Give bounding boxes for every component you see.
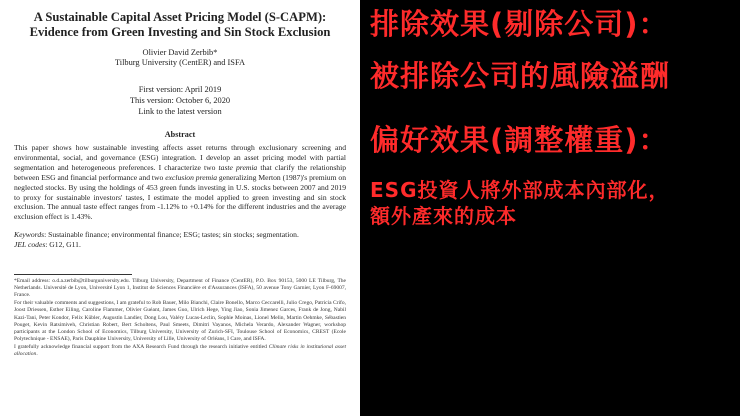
paper-title (14, 10, 346, 40)
this-version: This version: October 6, 2020 (129, 96, 231, 105)
footnote-thanks: For their valuable comments and suggestions, I am grateful to Rob Bauer, Milo Bianchi, Claire Bonello, Marco Ceccarelli, Julio Crego, Patricia Crifo, Joost Driessen, Esther Eiling, Caroline Flammer, Olivier Guéant, James Guo, Ulrich Hege, Ying Jiao, Sonia Jimenez Garces, Frank de Jong, Nabil Kazi-Tani, Peter Kondor, Felix Kübler, Augustin Landier, Dong Lou, Valéry Lucas-Leclin, Sophie Moinas, Lionel Melin, Martin Oehmke, Sébastien Pouget, Kevin Ratsimiveh, Christian Robert, Bert Scholtens, Paul Smeets, Dimitri Vayanos, Michela Verardo, Alexander Wagner, workshop participants at the London School of Economics, Tilburg University, University of Zurich-SFI, Toulouse School of Economics, CREST (Ecole Polytechnique - ENSAE), Paris Dauphine University, University of Lille, University of Orléans, I Care, and ISFA. (14, 300, 346, 343)
abstract-part2: that clarify the relationship between ESG and financial performance and two (14, 162, 346, 182)
keywords (14, 230, 346, 250)
footnotes (14, 278, 346, 358)
footnote-funding-title: Climate risks in institutional asset allocation (14, 343, 346, 358)
footnote-email: *Email address: o.d.a.zerbib@tilburguniversity.edu. Tilburg University, Department of Finance (CentER), P.O. Box 90153, 5000 LE Tilburg, The Netherlands. Université de Lyon, Université Lyon 1, Institut de Sciences Financière et d'Assurances (ISFA), 50 avenue Tony Garnier, Lyon F-69007, France. (14, 278, 346, 299)
caption-exclusion-effect: 排除效果(剔除公司)： (370, 7, 669, 41)
paper-title-line1: A Sustainable Capital Asset Pricing Model (S-CAPM): (33, 10, 327, 24)
abstract-emphasis2: exclusion premia (165, 172, 218, 182)
abstract-part3: generalizing Merton (1987)'s premium on neglected stocks. By using the holdings of 453 green funds investing in U.S. stocks between 2007 and 2019 to proxy for sustainable investors' tastes, I estimate the model applied to green investing and sin stock exclusion. The annual taste effect ranges from -1.12% to +0.14% for the different industries and the average exclusion effect is 1.43%. (14, 172, 347, 222)
first-version: First version: April 2019 (138, 85, 222, 94)
paper-title-line2: Evidence from Green Investing and Sin Stock Exclusion (29, 25, 331, 39)
footnote-funding-text: I gratefully acknowledge financial support from the AXA Research Fund through the research initiative entitled (14, 343, 269, 350)
keywords-label: Keywords (14, 230, 45, 240)
caption-exclusion-premium: 被排除公司的風險溢酬 (370, 59, 671, 93)
abstract-emphasis1: taste premia (218, 162, 258, 172)
abstract-text (14, 143, 346, 222)
caption-taste-effect: 偏好效果(調整權重)： (370, 123, 669, 157)
footnote-funding-end: . (36, 351, 38, 358)
keywords-text: : Sustainable finance; environmental finance; ESG; tastes; sin stocks; segmentation. (44, 230, 299, 240)
jel-text: : G12, G11. (45, 240, 81, 250)
caption-panel (360, 0, 740, 416)
latest-version-link[interactable]: Link to the latest version (138, 107, 222, 116)
paper-versions (14, 84, 346, 117)
footnote-divider (14, 274, 132, 275)
paper-page (0, 0, 360, 416)
caption-esg-investors: ESG投資人將外部成本內部化， (370, 178, 670, 202)
paper-affiliation: Tilburg University (CentER) and ISFA (114, 58, 246, 67)
caption-extra-cost: 額外產來的成本 (370, 204, 517, 228)
jel-label: JEL codes (14, 240, 46, 250)
abstract-heading: Abstract (164, 130, 196, 139)
footnote-funding (14, 344, 346, 358)
abstract-part1: This paper shows how sustainable investing affects asset returns through exclusionary screening and environmental, social, and governance (ESG) integration. I develop an asset pricing model with partial segmentation and heterogeneous preferences. I characterize two (14, 143, 346, 172)
paper-author: Olivier David Zerbib* (142, 48, 218, 57)
